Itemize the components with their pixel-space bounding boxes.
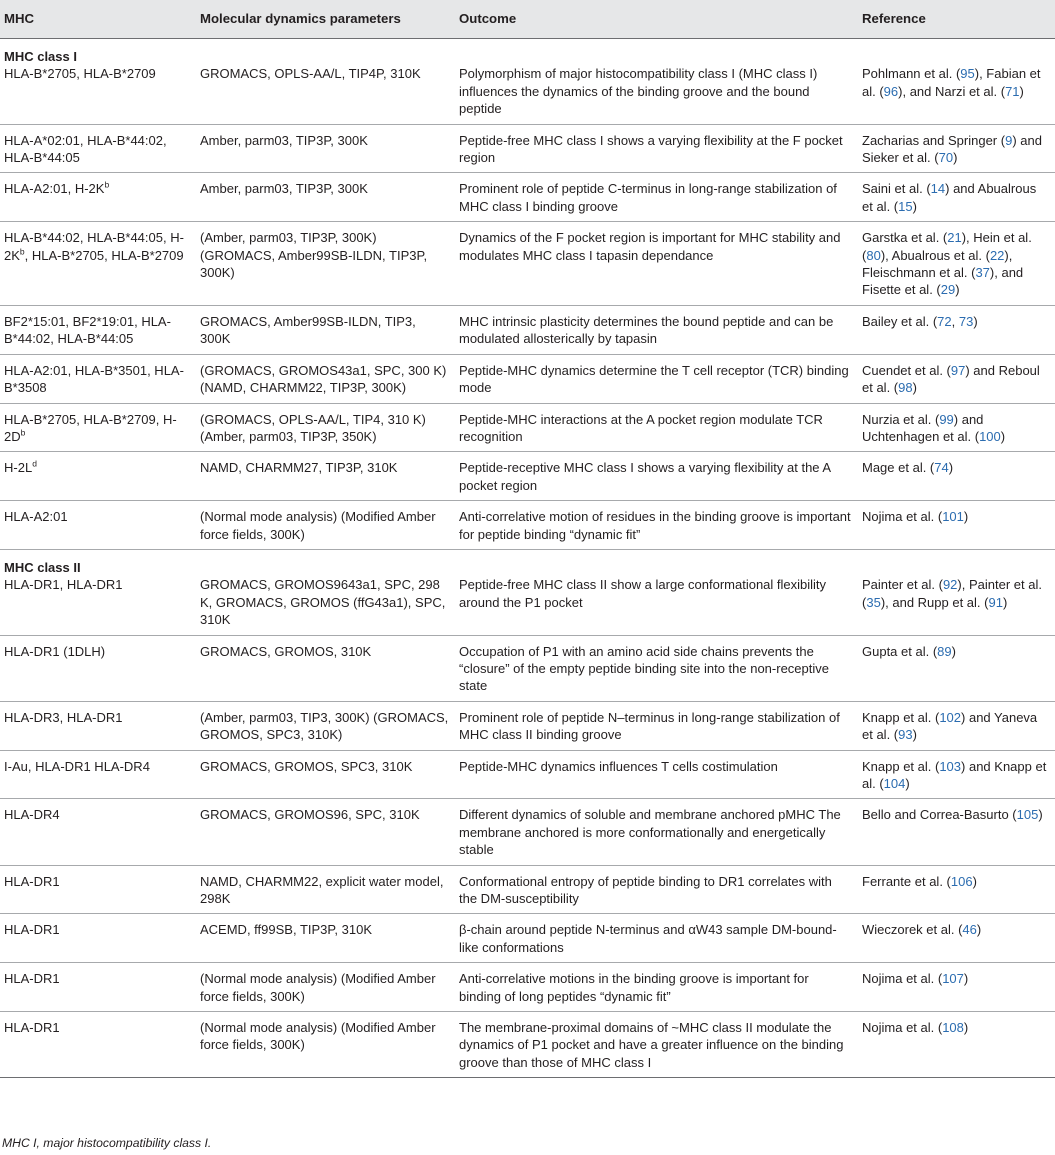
table-row — [0, 963, 1055, 1012]
cell-md-parameters: (Normal mode analysis) (Modified Amber force fields, 300K) — [196, 501, 455, 550]
text-segment: ), and Rupp et al. ( — [880, 594, 989, 610]
text-segment: Bello and Correa-Basurto ( — [862, 807, 1017, 823]
citation-link[interactable]: 46 — [962, 922, 977, 938]
cell-md-parameters: GROMACS, Amber99SB-ILDN, TIP3, 300K — [196, 305, 455, 354]
text-segment: Nojima et al. ( — [862, 971, 943, 987]
text-segment: ), Hein et al. ( — [862, 230, 1032, 263]
text-segment: ), Painter et al. ( — [862, 577, 1042, 610]
superscript: b — [20, 427, 26, 438]
citation-link[interactable]: 104 — [883, 776, 906, 791]
table-row — [0, 173, 1055, 222]
cell-mhc: HLA-A*02:01, HLA-B*44:02, HLA-B*44:05 — [0, 124, 196, 173]
cell-mhc: HLA-DR1 (1DLH) — [0, 635, 196, 701]
citation-link[interactable]: 91 — [988, 594, 1003, 610]
text-segment: ) — [1000, 428, 1006, 444]
cell-mhc: HLA-A2:01 — [0, 501, 196, 550]
cell-mhc — [0, 403, 196, 452]
cell-reference — [858, 173, 1055, 222]
cell-outcome: Anti-correlative motion of residues in the binding groove is important for peptide binding “dynamic fit” — [455, 501, 858, 550]
citation-link[interactable]: 21 — [947, 230, 962, 246]
cell-reference — [858, 865, 1055, 914]
cell-md-parameters: (Normal mode analysis) (Modified Amber force fields, 300K) — [196, 963, 455, 1012]
cell-outcome: Different dynamics of soluble and membrane anchored pMHC The membrane anchored is more conformationally and energetically stable — [455, 799, 858, 865]
text-segment: ) — [976, 922, 982, 938]
text-segment: Garstka et al. ( — [862, 230, 948, 246]
cell-reference — [858, 963, 1055, 1012]
table-row — [0, 635, 1055, 701]
citation-link[interactable]: 72 — [937, 313, 952, 329]
text-segment: Mage et al. ( — [862, 460, 935, 476]
cell-md-parameters: GROMACS, OPLS-AA/L, TIP4P, 310K — [196, 65, 455, 124]
cell-outcome: Anti-correlative motions in the binding groove is important for binding of long peptides “dynamic fit” — [455, 963, 858, 1012]
citation-link[interactable]: 101 — [942, 509, 964, 525]
cell-mhc: HLA-DR3, HLA-DR1 — [0, 701, 196, 750]
table-row — [0, 750, 1055, 799]
table-row — [0, 701, 1055, 750]
cell-mhc: HLA-DR1 — [0, 865, 196, 914]
citation-link[interactable]: 70 — [938, 150, 954, 166]
text-segment: Cuendet et al. ( — [862, 362, 951, 378]
text-segment: H-2L — [4, 460, 33, 476]
text-segment: Wieczorek et al. ( — [862, 922, 963, 938]
citation-link[interactable]: 14 — [930, 181, 946, 197]
text-segment: ) and Abualrous et al. ( — [862, 181, 1037, 214]
cell-mhc: I-Au, HLA-DR1 HLA-DR4 — [0, 750, 196, 799]
table-row — [0, 403, 1055, 452]
text-segment: Ferrante et al. ( — [862, 873, 951, 889]
cell-mhc: HLA-DR1 — [0, 1012, 196, 1078]
cell-md-parameters: GROMACS, GROMOS, SPC3, 310K — [196, 750, 455, 799]
text-segment: ) — [912, 198, 917, 214]
citation-link[interactable]: 80 — [866, 247, 881, 263]
table-row — [0, 354, 1055, 403]
text-segment: Zacharias and Springer ( — [862, 132, 1006, 148]
cell-outcome: MHC intrinsic plasticity determines the bound peptide and can be modulated allosterically by tapasin — [455, 305, 858, 354]
group-header-row — [0, 549, 1055, 576]
text-segment: ) — [1002, 594, 1008, 610]
cell-outcome: Peptide-receptive MHC class I shows a varying flexibility at the A pocket region — [455, 452, 858, 501]
text-segment: ) — [905, 776, 910, 791]
group-title: MHC class I — [4, 49, 77, 64]
citation-link[interactable]: 37 — [975, 265, 990, 281]
cell-md-parameters: (Amber, parm03, TIP3P, 300K) (GROMACS, Amber99SB-ILDN, TIP3P, 300K) — [196, 222, 455, 306]
citation-link[interactable]: 100 — [979, 428, 1001, 444]
cell-md-parameters: GROMACS, GROMOS, 310K — [196, 635, 455, 701]
cell-mhc: HLA-DR4 — [0, 799, 196, 865]
cell-mhc: HLA-DR1, HLA-DR1 — [0, 576, 196, 635]
text-segment: ) and Reboul et al. ( — [862, 362, 1040, 396]
text-segment: ) — [948, 460, 954, 476]
cell-reference — [858, 914, 1055, 963]
text-segment: , — [951, 313, 959, 329]
citation-link[interactable]: 74 — [934, 460, 949, 476]
text-segment: ) — [912, 727, 917, 743]
cell-mhc: HLA-DR1 — [0, 914, 196, 963]
text-segment: ) — [912, 380, 917, 396]
header-md-parameters: Molecular dynamics parameters — [196, 0, 455, 39]
citation-link[interactable]: 105 — [1016, 807, 1039, 823]
cell-mhc: HLA-DR1 — [0, 963, 196, 1012]
cell-md-parameters: (Amber, parm03, TIP3, 300K) (GROMACS, GROMOS, SPC3, 310K) — [196, 701, 455, 750]
cell-reference — [858, 1012, 1055, 1078]
cell-md-parameters: GROMACS, GROMOS96, SPC, 310K — [196, 799, 455, 865]
text-segment: ), Fleischmann et al. ( — [862, 247, 1013, 281]
citation-link[interactable]: 9 — [1005, 132, 1013, 148]
text-segment: , HLA-B*2705, HLA-B*2709 — [24, 247, 184, 263]
citation-link[interactable]: 89 — [937, 643, 952, 659]
cell-outcome: β-chain around peptide N-terminus and αW43 sample DM-bound-like conformations — [455, 914, 858, 963]
header-mhc: MHC — [0, 0, 196, 39]
text-segment: ) and Yaneva et al. ( — [862, 709, 1038, 743]
citation-link[interactable]: 103 — [939, 758, 962, 774]
table-row — [0, 914, 1055, 963]
citation-link[interactable]: 97 — [950, 362, 966, 378]
text-segment: ) — [963, 1020, 969, 1036]
cell-mhc: BF2*15:01, BF2*19:01, HLA-B*44:02, HLA-B*44:05 — [0, 305, 196, 354]
citation-link[interactable]: 29 — [940, 282, 956, 298]
citation-link[interactable]: 108 — [942, 1020, 964, 1036]
text-segment: ), and Narzi et al. ( — [898, 83, 1006, 99]
header-reference: Reference — [858, 0, 1055, 39]
cell-reference — [858, 124, 1055, 173]
text-segment: ), and Fisette et al. ( — [862, 265, 1024, 298]
citation-link[interactable]: 96 — [883, 83, 899, 99]
citation-link[interactable]: 107 — [942, 971, 964, 987]
table-row — [0, 1012, 1055, 1078]
cell-outcome: Peptide-MHC dynamics determine the T cell receptor (TCR) binding mode — [455, 354, 858, 403]
group-title: MHC class II — [4, 559, 81, 575]
cell-mhc — [0, 173, 196, 222]
cell-outcome: Occupation of P1 with an amino acid side chains prevents the “closure” of the empty peptide binding site into the non-receptive state — [455, 635, 858, 701]
cell-md-parameters: Amber, parm03, TIP3P, 300K — [196, 124, 455, 173]
text-segment: HLA-B*44:02, HLA-B*44:05, H-2K — [4, 230, 184, 263]
cell-md-parameters: NAMD, CHARMM22, explicit water model, 298K — [196, 865, 455, 914]
table-row — [0, 576, 1055, 635]
text-segment: ) and Knapp et al. ( — [862, 758, 1047, 791]
text-segment: Pohlmann et al. ( — [862, 66, 961, 82]
cell-md-parameters: NAMD, CHARMM27, TIP3P, 310K — [196, 452, 455, 501]
citation-link[interactable]: 95 — [960, 66, 975, 82]
header-outcome: Outcome — [455, 0, 858, 39]
cell-reference — [858, 750, 1055, 799]
text-segment: Nurzia et al. ( — [862, 411, 940, 427]
citation-link[interactable]: 106 — [950, 873, 973, 889]
citation-link[interactable]: 99 — [939, 411, 954, 427]
text-segment: Nojima et al. ( — [862, 509, 943, 525]
cell-reference — [858, 222, 1055, 306]
cell-mhc: HLA-B*2705, HLA-B*2709 — [0, 65, 196, 124]
cell-md-parameters: Amber, parm03, TIP3P, 300K — [196, 173, 455, 222]
citation-link[interactable]: 71 — [1005, 83, 1020, 99]
text-segment: Gupta et al. ( — [862, 643, 938, 659]
cell-outcome: Peptide-MHC dynamics influences T cells costimulation — [455, 750, 858, 799]
superscript: b — [104, 180, 110, 191]
cell-reference — [858, 452, 1055, 501]
table-row — [0, 124, 1055, 173]
cell-md-parameters: (Normal mode analysis) (Modified Amber force fields, 300K) — [196, 1012, 455, 1078]
citation-link[interactable]: 35 — [866, 594, 881, 610]
text-segment: ) — [955, 282, 960, 298]
table-row — [0, 65, 1055, 124]
citation-link[interactable]: 93 — [898, 727, 913, 743]
cell-mhc — [0, 222, 196, 306]
cell-outcome: Prominent role of peptide N–terminus in long-range stabilization of MHC class II binding groove — [455, 701, 858, 750]
text-segment: Saini et al. ( — [862, 181, 931, 197]
text-segment: ) — [963, 971, 969, 987]
cell-outcome: Peptide-free MHC class I shows a varying flexibility at the F pocket region — [455, 124, 858, 173]
superscript: b — [19, 246, 25, 257]
cell-outcome: Prominent role of peptide C-terminus in long-range stabilization of MHC class I binding groove — [455, 173, 858, 222]
cell-reference — [858, 354, 1055, 403]
text-segment: HLA-B*2705, HLA-B*2709, H-2D — [4, 411, 177, 444]
text-segment: Knapp et al. ( — [862, 709, 940, 725]
cell-mhc: HLA-A2:01, HLA-B*3501, HLA-B*3508 — [0, 354, 196, 403]
text-segment: ) — [1019, 83, 1024, 99]
superscript: d — [32, 458, 37, 469]
text-segment: ) and Sieker et al. ( — [862, 132, 1042, 166]
cell-outcome: Polymorphism of major histocompatibility class I (MHC class I) influences the dynamics of the binding groove and the bound peptide — [455, 65, 858, 124]
text-segment: ) — [973, 313, 978, 329]
citation-link[interactable]: 22 — [989, 247, 1005, 263]
cell-md-parameters: ACEMD, ff99SB, TIP3P, 310K — [196, 914, 455, 963]
cell-reference — [858, 305, 1055, 354]
table-row — [0, 799, 1055, 865]
cell-reference — [858, 701, 1055, 750]
text-segment: Knapp et al. ( — [862, 758, 940, 774]
citation-link[interactable]: 92 — [942, 577, 958, 593]
table-row — [0, 865, 1055, 914]
table-body — [0, 39, 1055, 1078]
text-segment: HLA-A2:01, H-2K — [4, 181, 105, 197]
cell-outcome: Conformational entropy of peptide binding to DR1 correlates with the DM-susceptibility — [455, 865, 858, 914]
cell-outcome: Peptide-free MHC class II show a large conformational flexibility around the P1 pocket — [455, 576, 858, 635]
text-segment: Bailey et al. ( — [862, 313, 938, 329]
text-segment: ), Fabian et al. ( — [862, 66, 1041, 99]
cell-mhc — [0, 452, 196, 501]
cell-md-parameters: (GROMACS, GROMOS43a1, SPC, 300 K) (NAMD, CHARMM22, TIP3P, 300K) — [196, 354, 455, 403]
citation-link[interactable]: 98 — [898, 380, 913, 396]
table-row — [0, 222, 1055, 306]
table-row — [0, 501, 1055, 550]
text-segment: ) — [963, 509, 969, 525]
cell-reference — [858, 576, 1055, 635]
cell-outcome: The membrane-proximal domains of ~MHC class II modulate the dynamics of P1 pocket and have a greater influence on the binding groove than those of MHC class I — [455, 1012, 858, 1078]
text-segment: ) and Uchtenhagen et al. ( — [862, 411, 984, 444]
citation-link[interactable]: 73 — [958, 313, 974, 329]
cell-reference — [858, 635, 1055, 701]
text-segment: Nojima et al. ( — [862, 1020, 943, 1036]
table-row — [0, 452, 1055, 501]
cell-md-parameters: GROMACS, GROMOS9643a1, SPC, 298 K, GROMACS, GROMOS (ffG43a1), SPC, 310K — [196, 576, 455, 635]
cell-reference — [858, 403, 1055, 452]
citation-link[interactable]: 15 — [898, 198, 913, 214]
table-header-row — [0, 0, 1055, 39]
text-segment: ) — [953, 150, 958, 166]
text-segment: ), Abualrous et al. ( — [880, 247, 990, 263]
table-row — [0, 305, 1055, 354]
table-footnote: MHC I, major histocompatibility class I. — [2, 1136, 212, 1150]
text-segment: Painter et al. ( — [862, 577, 943, 593]
cell-reference — [858, 65, 1055, 124]
group-header-row — [0, 39, 1055, 66]
citation-link[interactable]: 102 — [939, 709, 962, 725]
cell-reference — [858, 501, 1055, 550]
text-segment: ) — [951, 643, 956, 659]
cell-outcome: Peptide-MHC interactions at the A pocket region modulate TCR recognition — [455, 403, 858, 452]
cell-md-parameters: (GROMACS, OPLS-AA/L, TIP4, 310 K) (Amber, parm03, TIP3P, 350K) — [196, 403, 455, 452]
cell-outcome: Dynamics of the F pocket region is important for MHC stability and modulates MHC class I tapasin dependance — [455, 222, 858, 306]
text-segment: ) — [972, 873, 977, 889]
text-segment: ) — [1038, 807, 1043, 823]
cell-reference — [858, 799, 1055, 865]
